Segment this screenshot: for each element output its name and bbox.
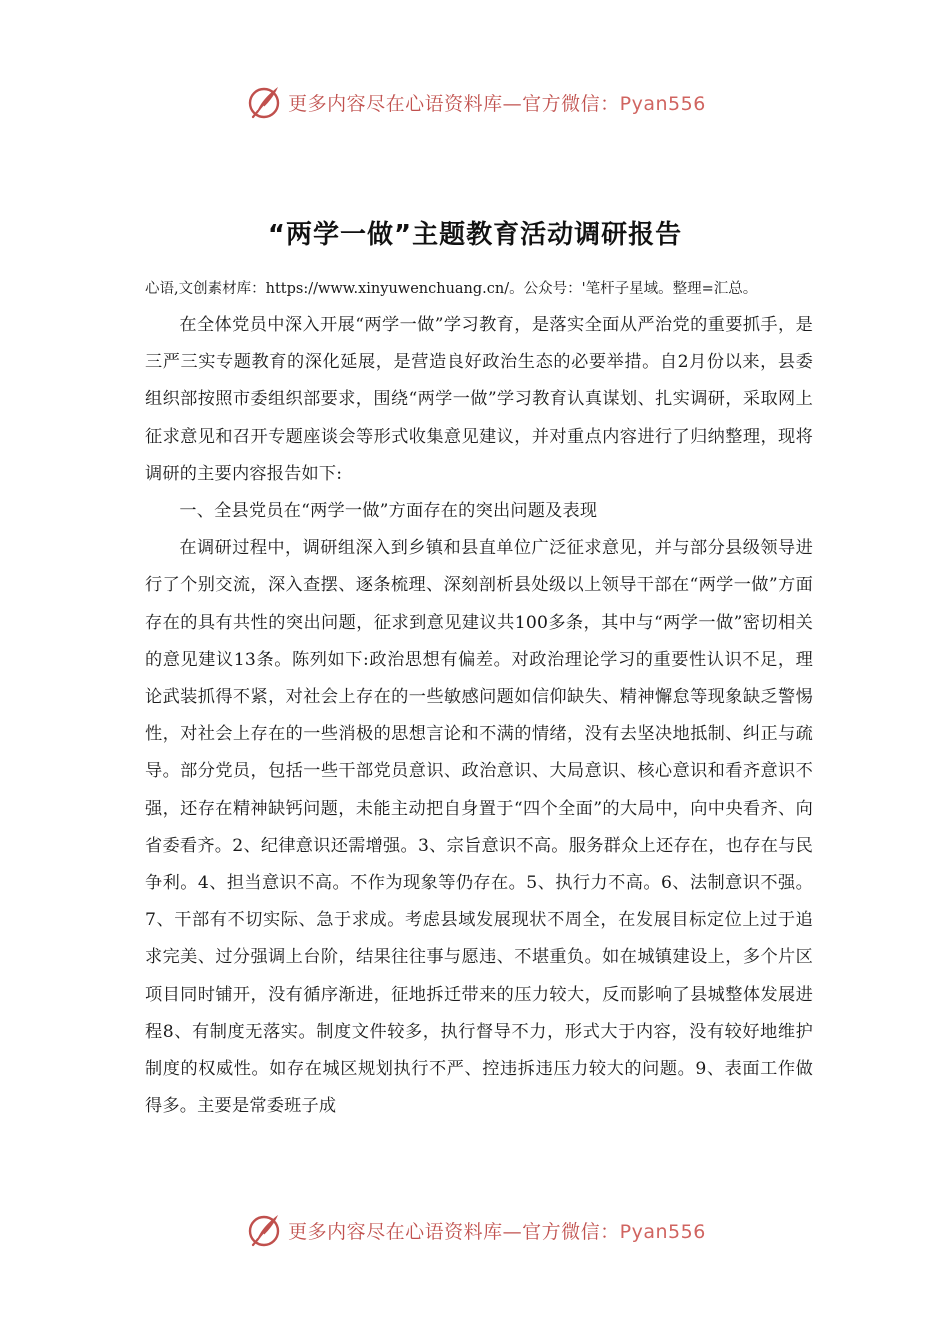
paragraph-findings: 在调研过程中，调研组深入到乡镇和县直单位广泛征求意见，并与部分县级领导进行了个别交流，深入查摆、逐条梳理、深刻剖析县处级以上领导干部在“两学一做”方面存在的具有共性的突出问题，征求到意见建议共100多条，其中与“两学一做”密切相关的意见建议13条。陈列如下:政治思想有偏差。对政治理论学习的重要性认识不足，理论武装抓得不紧，对社会上存在的一些敏感问题如信仰缺失、精神懈怠等现象缺乏警惕性，对社会上存在的一些消极的思想言论和不满的情绪，没有去坚决地抵制、纠正与疏导。部分党员，包括一些干部党员意识、政治意识、大局意识、核心意识和看齐意识不强，还存在精神缺钙问题，未能主动把自身置于“四个全面”的大局中，向中央看齐、向省委看齐。2、纪律意识还需增强。3、宗旨意识不高。服务群众上还存在，也存在与民争利。4、担当意识不高。不作为现象等仍存在。5、执行力不高。6、法制意识不强。7、干部有不切实际、急于求成。考虑县域发展现状不周全，在发展目标定位上过于追求完美、过分强调上台阶，结果往往事与愿违、不堪重负。如在城镇建设上，多个片区项目同时铺开，没有循序渐进，征地拆迁带来的压力较大，反而影响了县城整体发展进程8、有制度无落实。制度文件较多，执行督导不力，形式大于内容，没有较好地维护制度的权威性。如存在城区规划执行不严、控违拆违压力较大的问题。9、表面工作做得多。主要是常委班子成: [145, 538, 813, 1117]
section-heading: 一、全县党员在“两学一做”方面存在的突出问题及表现: [179, 501, 598, 522]
source-line: 心语,文创素材库：https://www.xinyuwenchuang.cn/。公众号：'笔杆子星域。整理=汇总。: [145, 281, 758, 297]
paragraph-intro: 在全体党员中深入开展“两学一做”学习教育，是落实全面从严治党的重要抓手，是三严三实专题教育的深化延展，是营造良好政治生态的必要举措。自2月份以来，县委组织部按照市委组织部要求，围绕“两学一做”学习教育认真谋划、扎实调研，采取网上征求意见和召开专题座谈会等形式收集意见建议，并对重点内容进行了归纳整理，现将调研的主要内容报告如下:: [145, 315, 813, 484]
quill-pen-logo-icon: [244, 82, 284, 122]
quill-pen-logo-icon: [244, 1210, 284, 1250]
wechat-id: Pyan556: [619, 92, 706, 115]
document-body: [145, 307, 813, 1125]
footer-watermark-banner: [0, 1210, 950, 1250]
document-title: “两学一做”主题教育活动调研报告: [267, 220, 683, 250]
banner-text: 更多内容尽在心语资料库—官方微信：Pyan556: [288, 92, 706, 115]
wechat-id: Pyan556: [619, 1220, 706, 1243]
header-watermark-banner: [0, 82, 950, 122]
banner-text: 更多内容尽在心语资料库—官方微信：Pyan556: [288, 1220, 706, 1243]
